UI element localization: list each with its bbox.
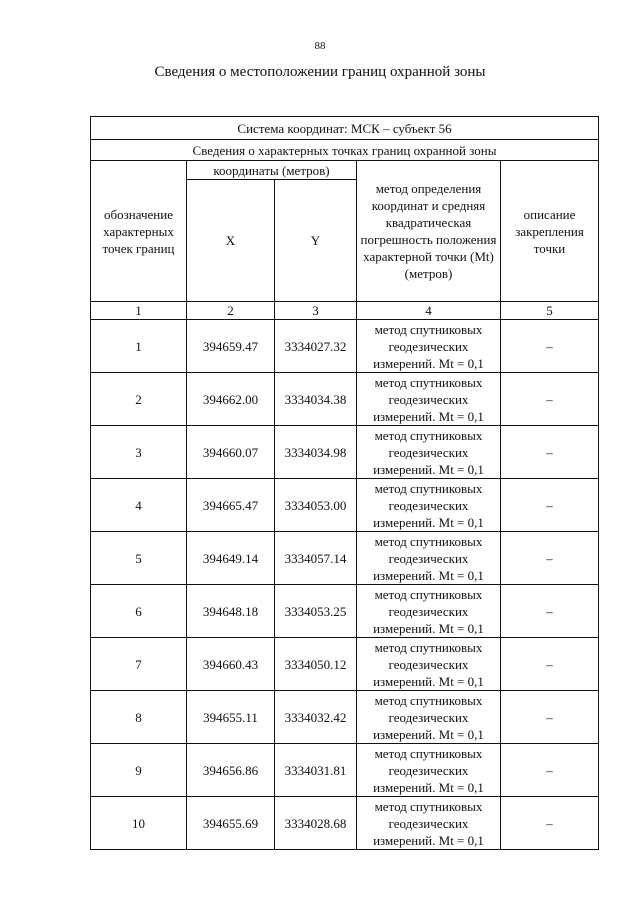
table-row: [91, 479, 599, 532]
method-cell: метод спутниковых геодезических измерений. Mt = 0,1: [357, 638, 501, 691]
page-number: 88: [314, 40, 326, 52]
x-coordinate-cell: 394660.43: [187, 638, 275, 691]
method-cell: метод спутниковых геодезических измерений. Mt = 0,1: [357, 532, 501, 585]
description-cell: –: [501, 373, 599, 426]
column-number: 4: [357, 302, 501, 320]
column-number: 1: [91, 302, 187, 320]
table-row: [91, 426, 599, 479]
description-cell: –: [501, 585, 599, 638]
point-cell: 10: [91, 797, 187, 850]
table-row: [91, 320, 599, 373]
x-coordinate-cell: 394655.69: [187, 797, 275, 850]
point-cell: 5: [91, 532, 187, 585]
point-cell: 4: [91, 479, 187, 532]
document-title: Сведения о местоположении границ охранной зоны: [154, 64, 486, 80]
x-coordinate-cell: 394660.07: [187, 426, 275, 479]
header-row-1: [91, 161, 599, 180]
y-coordinate-cell: 3334032.42: [275, 691, 357, 744]
header-y: Y: [275, 180, 357, 302]
table-row: [91, 532, 599, 585]
point-cell: 6: [91, 585, 187, 638]
x-coordinate-cell: 394665.47: [187, 479, 275, 532]
header-x: X: [187, 180, 275, 302]
description-cell: –: [501, 744, 599, 797]
method-cell: метод спутниковых геодезических измерений. Mt = 0,1: [357, 479, 501, 532]
table-row: [91, 744, 599, 797]
x-coordinate-cell: 394662.00: [187, 373, 275, 426]
method-cell: метод спутниковых геодезических измерений. Mt = 0,1: [357, 744, 501, 797]
y-coordinate-cell: 3334050.12: [275, 638, 357, 691]
description-cell: –: [501, 479, 599, 532]
description-cell: –: [501, 691, 599, 744]
point-cell: 2: [91, 373, 187, 426]
point-cell: 9: [91, 744, 187, 797]
description-cell: –: [501, 426, 599, 479]
point-cell: 1: [91, 320, 187, 373]
header-coordinates: координаты (метров): [187, 161, 357, 180]
method-cell: метод спутниковых геодезических измерений. Mt = 0,1: [357, 426, 501, 479]
column-number: 2: [187, 302, 275, 320]
coordinate-system-cell: Система координат: МСК – субъект 56: [91, 117, 599, 140]
point-cell: 3: [91, 426, 187, 479]
header-method: метод определения координат и средняя квадратическая погрешность положения характерной точки (Mt) (метров): [357, 161, 501, 302]
header-description: описание закрепления точки: [501, 161, 599, 302]
table-row: [91, 797, 599, 850]
section-title-row: [91, 140, 599, 161]
column-number: 3: [275, 302, 357, 320]
section-title-cell: Сведения о характерных точках границ охранной зоны: [91, 140, 599, 161]
description-cell: –: [501, 638, 599, 691]
y-coordinate-cell: 3334031.81: [275, 744, 357, 797]
table-row: [91, 691, 599, 744]
boundary-points-table: [90, 116, 599, 850]
point-cell: 8: [91, 691, 187, 744]
header-point: обозначение характерных точек границ: [91, 161, 187, 302]
method-cell: метод спутниковых геодезических измерений. Mt = 0,1: [357, 320, 501, 373]
y-coordinate-cell: 3334053.00: [275, 479, 357, 532]
x-coordinate-cell: 394648.18: [187, 585, 275, 638]
y-coordinate-cell: 3334057.14: [275, 532, 357, 585]
description-cell: –: [501, 797, 599, 850]
description-cell: –: [501, 532, 599, 585]
method-cell: метод спутниковых геодезических измерений. Mt = 0,1: [357, 797, 501, 850]
x-coordinate-cell: 394659.47: [187, 320, 275, 373]
y-coordinate-cell: 3334034.98: [275, 426, 357, 479]
column-numbers-row: [91, 302, 599, 320]
coordinate-system-row: [91, 117, 599, 140]
description-cell: –: [501, 320, 599, 373]
table-row: [91, 373, 599, 426]
y-coordinate-cell: 3334034.38: [275, 373, 357, 426]
y-coordinate-cell: 3334027.32: [275, 320, 357, 373]
point-cell: 7: [91, 638, 187, 691]
table-row: [91, 638, 599, 691]
x-coordinate-cell: 394656.86: [187, 744, 275, 797]
y-coordinate-cell: 3334053.25: [275, 585, 357, 638]
method-cell: метод спутниковых геодезических измерений. Mt = 0,1: [357, 373, 501, 426]
y-coordinate-cell: 3334028.68: [275, 797, 357, 850]
x-coordinate-cell: 394655.11: [187, 691, 275, 744]
method-cell: метод спутниковых геодезических измерений. Mt = 0,1: [357, 585, 501, 638]
table-row: [91, 585, 599, 638]
method-cell: метод спутниковых геодезических измерений. Mt = 0,1: [357, 691, 501, 744]
x-coordinate-cell: 394649.14: [187, 532, 275, 585]
column-number: 5: [501, 302, 599, 320]
